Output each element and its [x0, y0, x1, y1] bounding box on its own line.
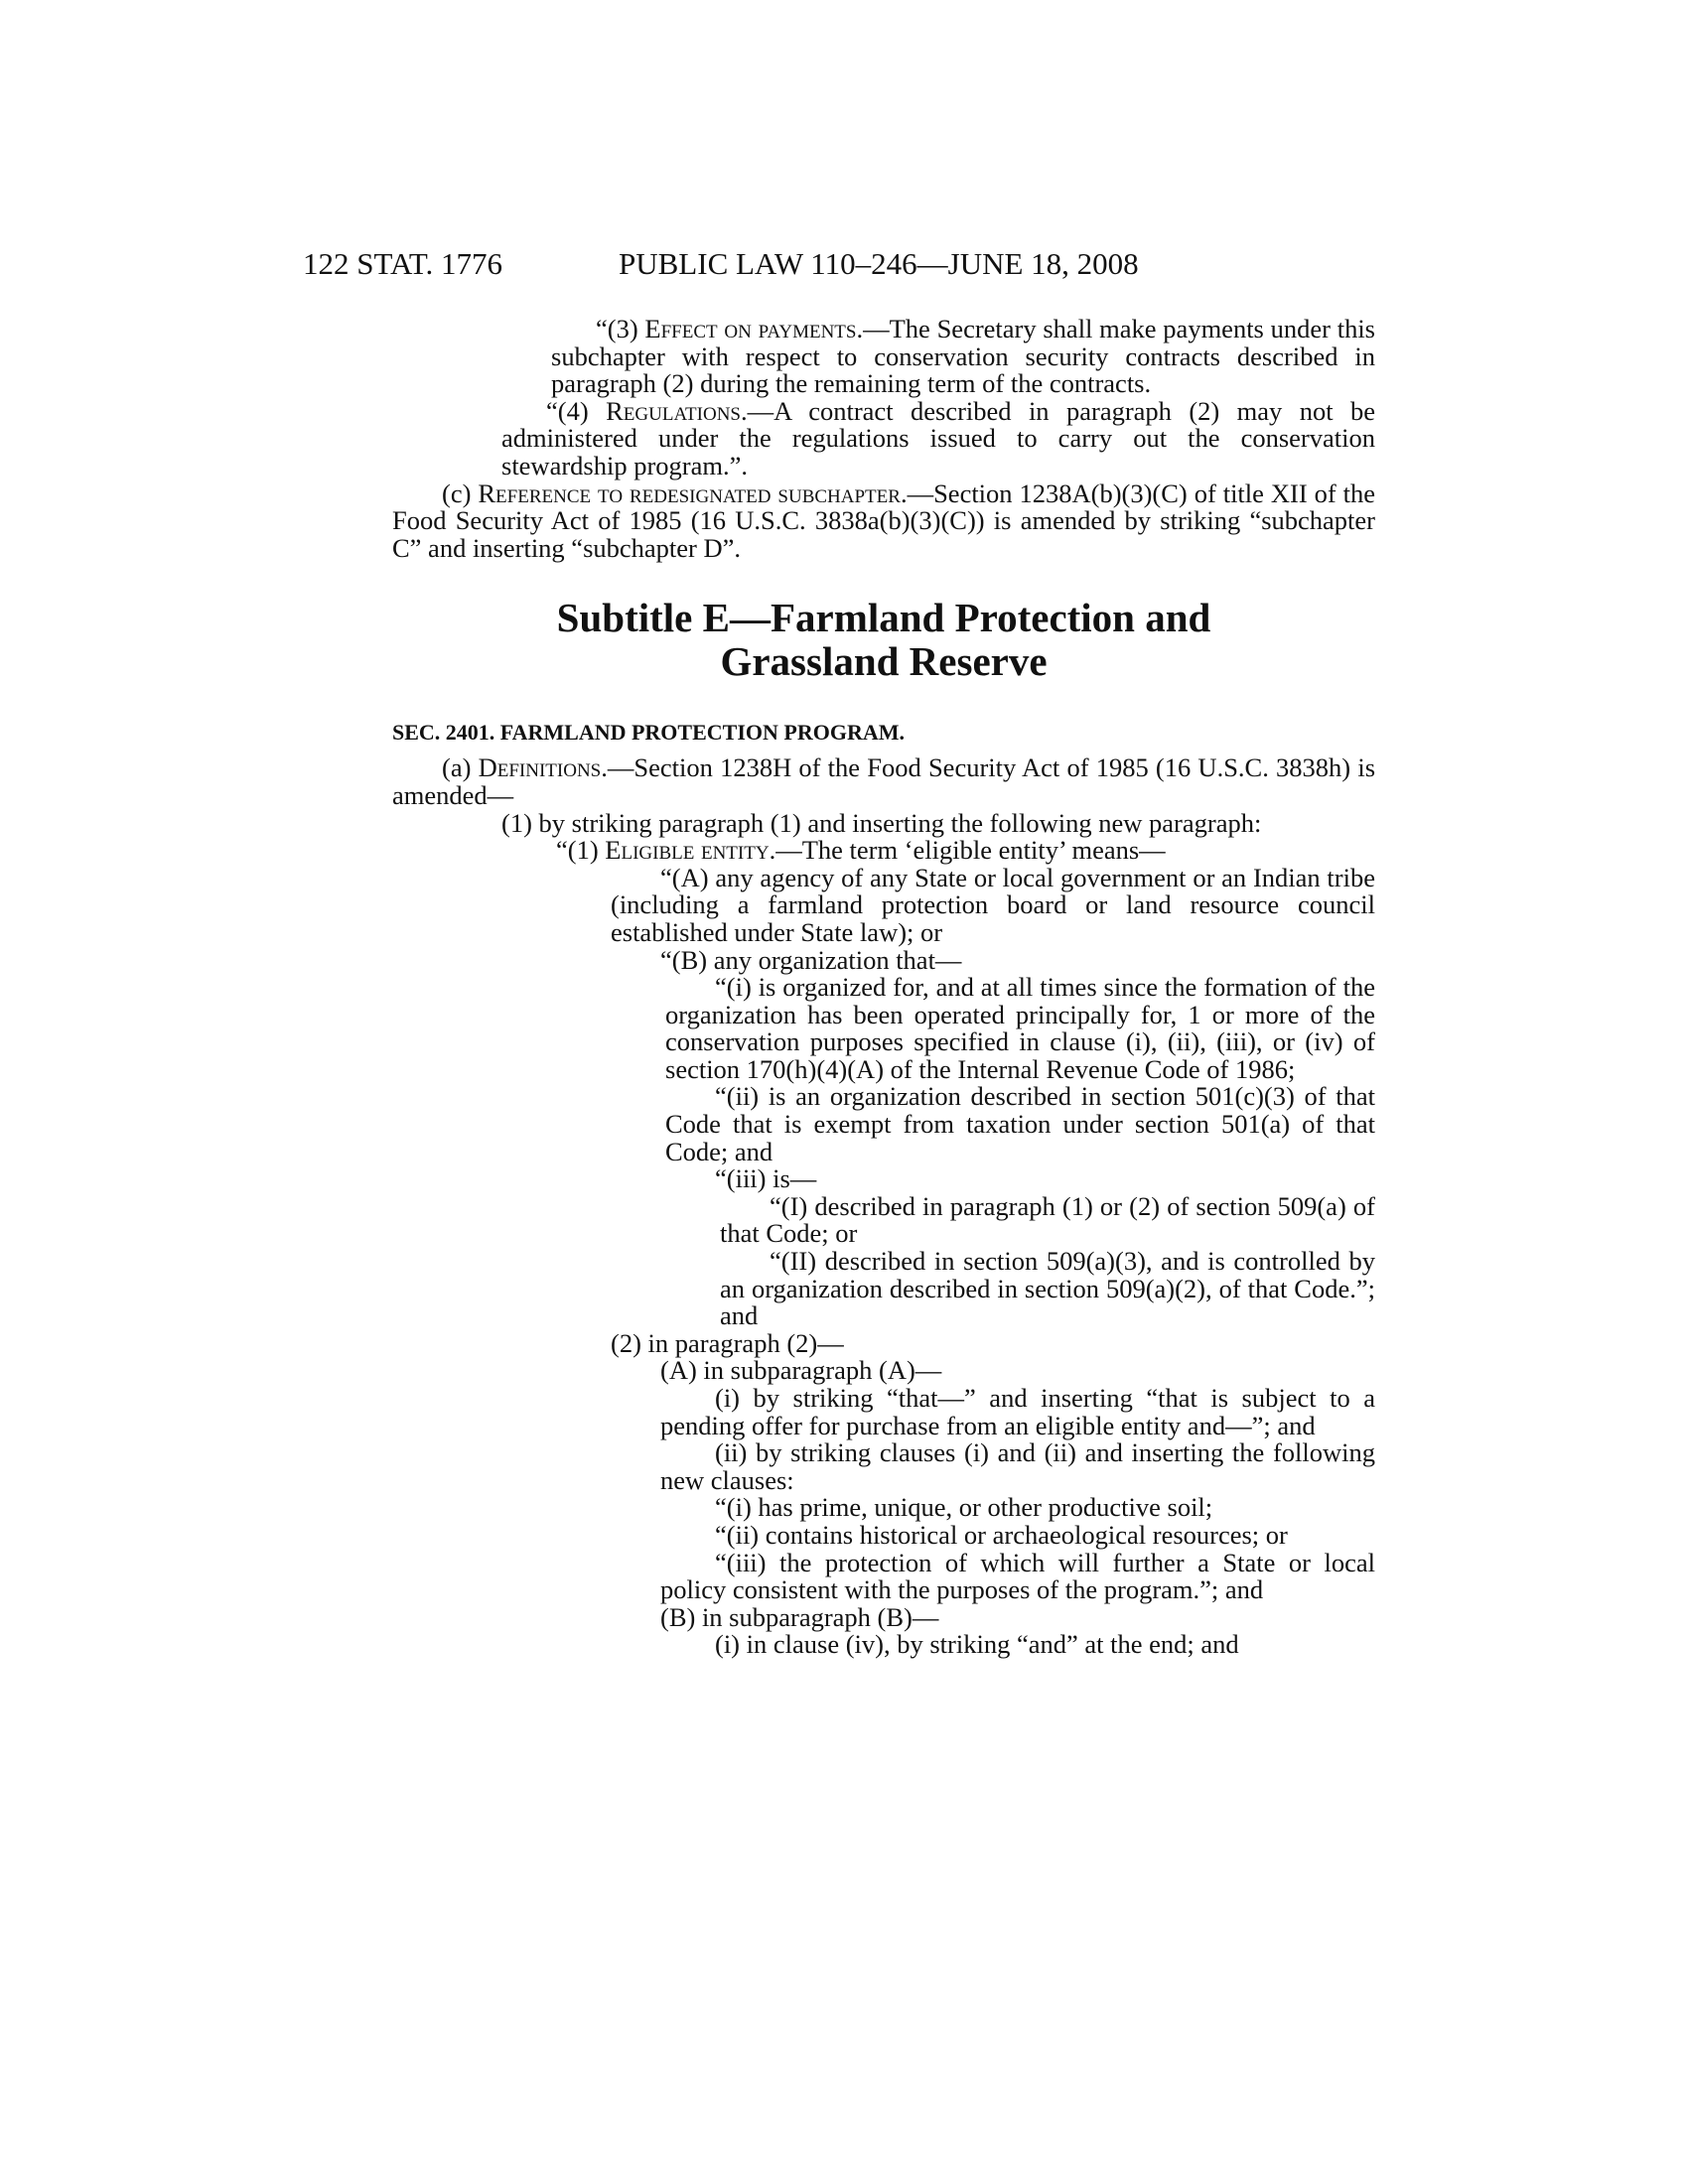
running-title: PUBLIC LAW 110–246—JUNE 18, 2008	[619, 246, 1139, 281]
definition-heading: Eligible entity	[605, 835, 770, 866]
clause-2B-i: (i) in clause (iv), by striking “and” at the end; and	[715, 1629, 1239, 1660]
paragraph-number: “(4)	[546, 395, 589, 426]
definition-number: “(1)	[556, 835, 599, 866]
stat-page-number: 122 STAT. 1776	[303, 246, 503, 281]
paragraph-3	[501, 316, 1375, 398]
definition-eligible-entity	[501, 837, 1375, 865]
subparagraph-B: “(B) any organization that—	[660, 944, 962, 975]
clause-iii: “(iii) is—	[715, 1163, 817, 1194]
clause-2A-ii: (ii) by striking clauses (i) and (ii) and inserting the following new clauses:	[660, 1437, 1375, 1495]
clause-2A-i: (i) by striking “that—” and inserting “that is subject to a pending offer for purchase from an eligible entity and—”; and	[660, 1383, 1375, 1440]
paragraph-text: .—A contract described in paragraph (2) may not be administered under the regulations issued to carry out the conservation stewardship program.”.	[501, 395, 1376, 480]
new-clause-i: “(i) has prime, unique, or other productive soil;	[715, 1492, 1213, 1523]
page-header	[303, 246, 1385, 286]
paragraph-2: (2) in paragraph (2)—	[611, 1327, 844, 1358]
paragraph-1: (1) by striking paragraph (1) and inserting the following new paragraph:	[501, 807, 1262, 838]
section-heading: SEC. 2401. FARMLAND PROTECTION PROGRAM.	[392, 720, 905, 746]
body-text	[392, 314, 1376, 1660]
subtitle-line-1: Subtitle E—Farmland Protection and	[556, 595, 1211, 641]
subsection-number: (a)	[442, 752, 472, 783]
paragraph-heading: Effect on payments	[644, 314, 857, 343]
subsection-heading: Definitions	[478, 752, 602, 783]
subsection-number: (c)	[442, 478, 472, 508]
subclause-II: “(II) described in section 509(a)(3), and is controlled by an organization described in section 509(a)(2), of that Code.”; and	[720, 1246, 1375, 1331]
definition-text: .—The term ‘eligible entity’ means—	[769, 835, 1166, 866]
subparagraph-A: “(A) any agency of any State or local government or an Indian tribe (including a farmland protection board or land resource council established under State law); or	[611, 862, 1375, 947]
new-clause-iii: “(iii) the protection of which will further a State or local policy consistent with the purposes of the program.”; and	[660, 1547, 1375, 1605]
subparagraph-2B: (B) in subparagraph (B)—	[660, 1601, 939, 1632]
new-clause-ii: “(ii) contains historical or archaeological resources; or	[715, 1519, 1288, 1550]
clause-i: “(i) is organized for, and at all times since the formation of the organization has been operated principally for, 1 or more of the conservation purposes specified in clause (i), (ii), (iii), or (iv) of section 170(h)(4)(A) of the Internal Revenue Code of 1986;	[665, 972, 1375, 1084]
paragraph-number: “(3)	[596, 314, 638, 343]
subsection-text: .—Section 1238H of the Food Security Act of 1985 (16 U.S.C. 3838h) is amended—	[392, 752, 1376, 810]
subtitle-line-2: Grassland Reserve	[720, 638, 1048, 685]
clause-ii: “(ii) is an organization described in section 501(c)(3) of that Code that is exempt from taxation under section 501(a) of that Code; and	[665, 1081, 1375, 1166]
subparagraph-2A: (A) in subparagraph (A)—	[660, 1355, 942, 1386]
subclause-I: “(I) described in paragraph (1) or (2) of section 509(a) of that Code; or	[720, 1190, 1375, 1249]
paragraph-heading: Regulations	[606, 395, 741, 426]
paragraph-text: .—The Secretary shall make payments under this subchapter with respect to conservation security contracts described in paragraph (2) during the remaining term of the contracts.	[551, 314, 1375, 399]
subsection-a	[392, 754, 1375, 809]
subtitle-heading	[392, 596, 1375, 683]
paragraph-4	[501, 395, 1376, 480]
subsection-heading: Reference to redesignated subchapter	[478, 478, 901, 508]
subsection-c	[392, 480, 1375, 563]
subsection-text: .—Section 1238A(b)(3)(C) of title XII of the Food Security Act of 1985 (16 U.S.C. 3838a(b)(3)(C)) is amended by striking “subchapter C” and inserting “subchapter D”.	[392, 478, 1375, 563]
